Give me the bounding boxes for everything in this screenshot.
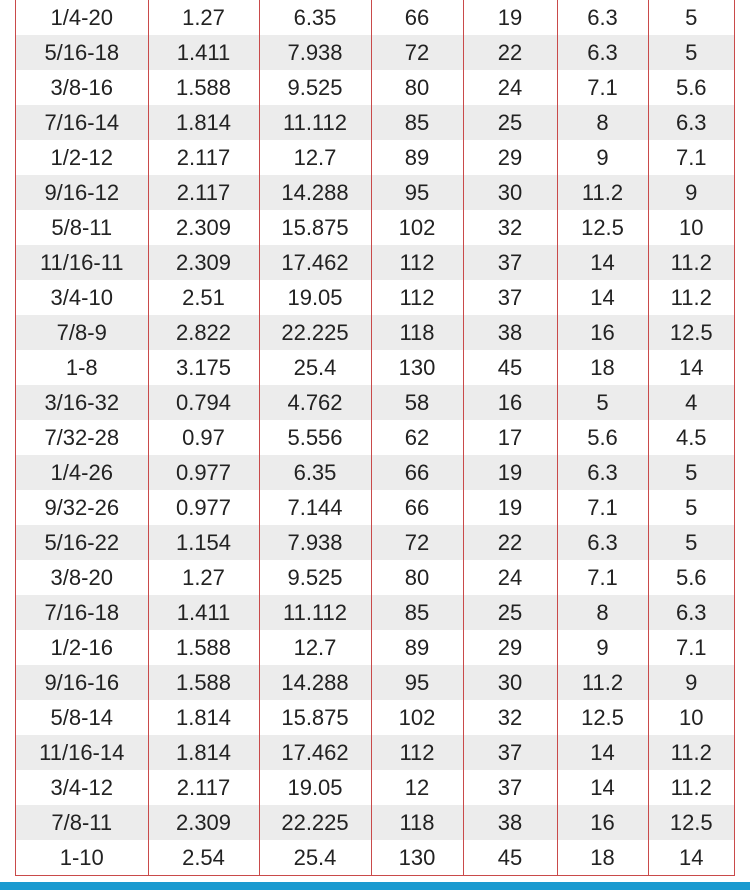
table-cell: 85 [371,105,463,140]
table-cell: 14 [648,350,734,385]
table-cell: 16 [557,805,648,840]
table-cell: 12.7 [259,140,371,175]
table-cell: 6.3 [648,595,734,630]
table-row [16,315,734,350]
table-cell: 9 [557,630,648,665]
table-cell: 1.411 [148,595,259,630]
table-cell: 8 [557,105,648,140]
table-cell: 25.4 [259,840,371,875]
table-cell: 1-10 [59,844,104,870]
table-cell: 7/16-18 [16,595,148,630]
table-cell: 11.112 [259,595,371,630]
table-cell: 1/2-12 [50,144,113,170]
table-cell: 12.7 [259,630,371,665]
table-row [16,140,734,175]
table-cell: 5 [648,35,734,70]
table-cell: 19.05 [259,770,371,805]
table-cell: 112 [371,280,463,315]
table-cell: 11.2 [648,245,734,280]
table-cell: 30 [463,665,557,700]
table-row [16,385,734,420]
table-cell: 1.27 [148,560,259,595]
table-cell: 14 [648,840,734,875]
table-cell: 11.2 [648,735,734,770]
table-cell: 12.5 [648,805,734,840]
table-cell: 5.6 [557,420,648,455]
table-cell: 6.3 [557,35,648,70]
table-cell: 11.112 [259,105,371,140]
table-cell: 0.794 [148,385,259,420]
table-cell: 62 [371,420,463,455]
table-cell: 3/4-10 [50,284,113,310]
table-cell: 0.97 [148,420,259,455]
table-cell: 2.309 [148,805,259,840]
table-cell: 2.117 [148,770,259,805]
table-cell: 12.5 [557,700,648,735]
table-cell: 3/4-12 [50,774,113,800]
table-cell: 89 [371,630,463,665]
table-cell: 66 [371,490,463,525]
table-cell: 72 [371,35,463,70]
table-cell: 130 [371,840,463,875]
table-cell: 6.3 [557,0,648,35]
table-cell: 7.1 [557,70,648,105]
table-cell: 25.4 [259,350,371,385]
table-cell: 102 [371,210,463,245]
table-cell: 11.2 [648,280,734,315]
table-cell: 130 [371,350,463,385]
table-row [16,735,734,770]
table-cell: 38 [463,315,557,350]
table-cell: 45 [463,350,557,385]
table-cell: 6.3 [557,455,648,490]
table-cell: 7.1 [557,490,648,525]
table-row [16,455,734,490]
table-cell: 5/16-18 [16,35,148,70]
table-cell: 9.525 [259,560,371,595]
accent-bar [0,882,750,890]
table-row [16,805,734,840]
table-cell: 5 [648,0,734,35]
table-cell: 29 [463,630,557,665]
table-cell: 5/8-14 [50,704,113,730]
table-cell: 5 [648,490,734,525]
table-cell: 22.225 [259,315,371,350]
table-cell: 4.762 [259,385,371,420]
table-cell: 2.117 [148,140,259,175]
table-row [16,560,734,595]
table-row [16,840,734,875]
table-cell: 24 [463,560,557,595]
table-cell: 1.588 [148,630,259,665]
table-cell: 118 [371,805,463,840]
table-cell: 95 [371,665,463,700]
table-cell: 1-8 [65,354,98,380]
table-cell: 3/16-32 [16,385,148,420]
table-row [16,210,734,245]
table-cell: 6.3 [557,525,648,560]
table-cell: 85 [371,595,463,630]
table-cell: 15.875 [259,210,371,245]
table-cell: 29 [463,140,557,175]
table-cell: 9 [557,140,648,175]
table-cell: 37 [463,735,557,770]
table-row [16,595,734,630]
table-cell: 17.462 [259,735,371,770]
table-cell: 7.938 [259,35,371,70]
table-cell: 19 [463,490,557,525]
table-cell: 9/16-12 [16,175,148,210]
table-cell: 112 [371,735,463,770]
table-cell: 24 [463,70,557,105]
table-cell: 2.54 [148,840,259,875]
table-row [16,175,734,210]
table-cell: 2.117 [148,175,259,210]
table-cell: 22 [463,35,557,70]
table-cell: 2.51 [148,280,259,315]
table-cell: 80 [371,70,463,105]
table-cell: 15.875 [259,700,371,735]
table-cell: 11.2 [648,770,734,805]
table-row [16,350,734,385]
table-cell: 14 [557,735,648,770]
table-cell: 89 [371,140,463,175]
table-cell: 9 [648,175,734,210]
table-cell: 6.3 [648,105,734,140]
table-cell: 3.175 [148,350,259,385]
table-cell: 22 [463,525,557,560]
table-cell: 5.6 [648,70,734,105]
table-row [16,35,734,70]
table-cell: 4.5 [648,420,734,455]
thread-spec-table [15,0,735,875]
table-cell: 2.822 [148,315,259,350]
table-cell: 32 [463,700,557,735]
table-cell: 14.288 [259,175,371,210]
table-row [16,525,734,560]
table-cell: 7.144 [259,490,371,525]
table-cell: 16 [557,315,648,350]
table-cell: 9/16-16 [16,665,148,700]
table-cell: 12 [371,770,463,805]
table-cell: 0.977 [148,490,259,525]
table-cell: 1.154 [148,525,259,560]
table-cell: 1.814 [148,700,259,735]
table-body [16,0,734,875]
table-cell: 37 [463,770,557,805]
table-cell: 25 [463,105,557,140]
table-row [16,490,734,525]
table-row [16,700,734,735]
table-cell: 7/32-28 [44,424,120,450]
table-cell: 6.35 [259,455,371,490]
table-cell: 14 [557,280,648,315]
table-cell: 2.309 [148,210,259,245]
table-row [16,245,734,280]
table-cell: 22.225 [259,805,371,840]
table-cell: 95 [371,175,463,210]
table-cell: 9/32-26 [44,494,120,520]
table-cell: 30 [463,175,557,210]
table-cell: 1/4-20 [50,4,113,30]
table-cell: 8 [557,595,648,630]
table-cell: 18 [557,840,648,875]
table-cell: 9 [648,665,734,700]
table-cell: 14 [557,245,648,280]
table-cell: 58 [371,385,463,420]
table-bottom-border [15,875,735,876]
table-row [16,630,734,665]
table-cell: 1.27 [148,0,259,35]
table-cell: 45 [463,840,557,875]
table-cell: 14 [557,770,648,805]
table-cell: 66 [371,0,463,35]
table-cell: 18 [557,350,648,385]
table-cell: 11/16-11 [16,245,148,280]
table-cell: 19 [463,455,557,490]
table-cell: 14.288 [259,665,371,700]
table-cell: 3/8-20 [50,564,113,590]
table-cell: 11.2 [557,665,648,700]
table-cell: 4 [648,385,734,420]
table-cell: 112 [371,245,463,280]
table-cell: 5.6 [648,560,734,595]
table-cell: 19 [463,0,557,35]
table-row [16,665,734,700]
table-cell: 1/2-16 [50,634,113,660]
table-cell: 1.814 [148,105,259,140]
table-cell: 1.814 [148,735,259,770]
table-cell: 0.977 [148,455,259,490]
table-cell: 1.411 [148,35,259,70]
table-cell: 72 [371,525,463,560]
table-row [16,770,734,805]
thread-spec-grid [16,0,734,875]
table-cell: 11.2 [557,175,648,210]
table-cell: 17.462 [259,245,371,280]
table-row [16,280,734,315]
table-row [16,70,734,105]
table-cell: 16 [463,385,557,420]
table-cell: 25 [463,595,557,630]
table-cell: 38 [463,805,557,840]
table-cell: 7/8-11 [16,805,148,840]
table-cell: 66 [371,455,463,490]
table-row [16,0,734,35]
table-cell: 17 [463,420,557,455]
table-cell: 32 [463,210,557,245]
table-cell: 37 [463,245,557,280]
table-cell: 10 [648,700,734,735]
table-cell: 19.05 [259,280,371,315]
table-cell: 3/8-16 [50,74,113,100]
table-cell: 5 [648,525,734,560]
table-cell: 2.309 [148,245,259,280]
table-cell: 5 [557,385,648,420]
table-cell: 37 [463,280,557,315]
table-cell: 7.1 [648,140,734,175]
table-cell: 5/8-11 [51,214,113,240]
table-cell: 7.1 [557,560,648,595]
table-cell: 7/16-14 [16,105,148,140]
table-cell: 7/8-9 [16,315,148,350]
table-cell: 9.525 [259,70,371,105]
table-cell: 11/16-14 [16,735,148,770]
table-cell: 7.938 [259,525,371,560]
table-row [16,105,734,140]
table-cell: 10 [648,210,734,245]
table-row [16,420,734,455]
table-cell: 80 [371,560,463,595]
table-cell: 1.588 [148,665,259,700]
table-cell: 118 [371,315,463,350]
table-cell: 5/16-22 [16,525,148,560]
table-cell: 102 [371,700,463,735]
table-cell: 7.1 [648,630,734,665]
table-cell: 12.5 [648,315,734,350]
table-cell: 6.35 [259,0,371,35]
table-cell: 5 [648,455,734,490]
table-cell: 1.588 [148,70,259,105]
table-cell: 12.5 [557,210,648,245]
table-cell: 5.556 [259,420,371,455]
table-cell: 1/4-26 [16,455,148,490]
